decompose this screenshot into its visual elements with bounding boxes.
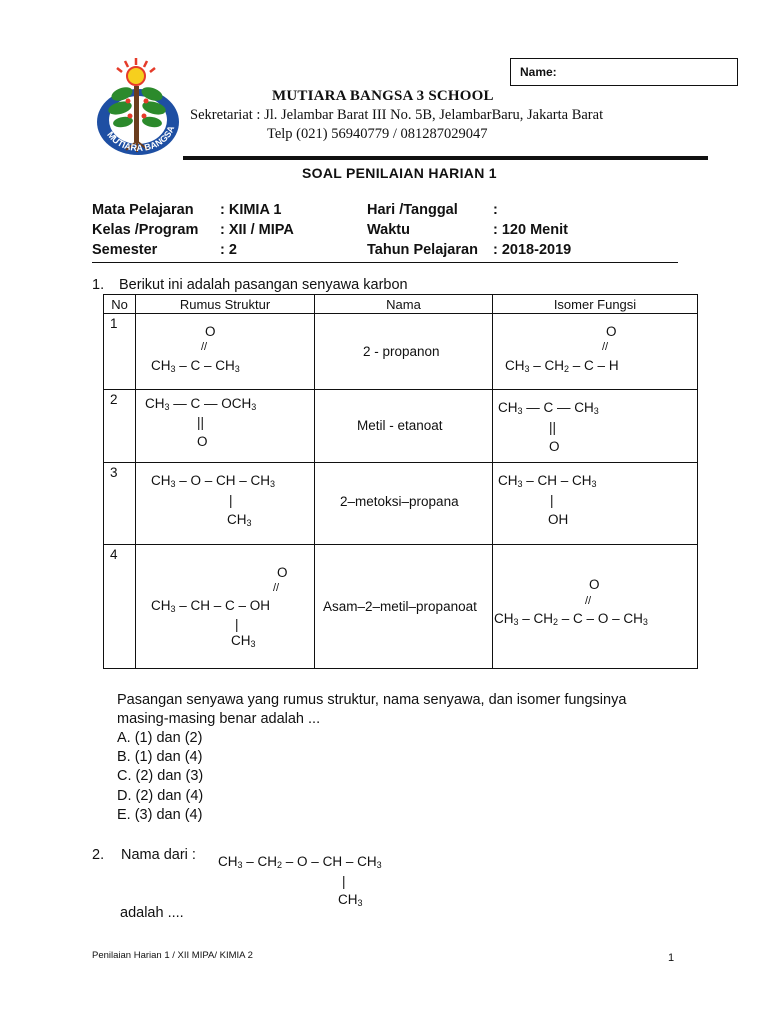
structure-cell: $CH_3$ — C — $OCH_3$ || O — [136, 390, 315, 463]
table-row — [104, 314, 698, 390]
q2-tail: adalah .... — [120, 905, 184, 921]
table-header-row — [104, 295, 698, 314]
q1-text: Berikut ini adalah pasangan senyawa karbon — [119, 277, 408, 293]
compound-name: 2 - propanon — [363, 344, 440, 359]
meta-semester-value: : 2 — [220, 242, 237, 258]
meta-class-value: : XII / MIPA — [220, 222, 294, 238]
name-cell — [315, 545, 493, 669]
q1-prompt-line1: Pasangan senyawa yang rumus struktur, nama senyawa, dan isomer fungsinya — [117, 692, 627, 708]
q1-option-d[interactable]: D. (2) dan (4) — [117, 788, 204, 804]
meta-time-label: Waktu — [367, 222, 410, 238]
logo-text: MUTIARA BANGSA — [105, 124, 177, 154]
isomer-cell: $CH_3$ — C — $CH_3$ || O — [493, 390, 698, 463]
compound-name: Asam–2–metil–propanoat — [323, 599, 477, 614]
name-cell — [315, 390, 493, 463]
row-no — [104, 545, 136, 669]
structure-cell: O // $CH_3$ – CH – C – OH | $CH_3$ — [136, 545, 315, 669]
name-cell — [315, 314, 493, 390]
meta-subject-value: : KIMIA 1 — [220, 202, 282, 218]
col-header-no: No — [104, 295, 136, 314]
table-row — [104, 463, 698, 545]
q2-number: 2. — [92, 847, 105, 863]
school-logo — [92, 56, 184, 160]
table-row — [104, 545, 698, 669]
compound-name: Metil - etanoat — [357, 418, 443, 433]
row-no — [104, 314, 136, 390]
col-header-structure: Rumus Struktur — [136, 295, 315, 314]
q2-formula: $CH_3 - CH_2$ – O – CH – $CH_3$ — [218, 854, 382, 870]
q1-option-c[interactable]: C. (2) dan (3) — [117, 768, 204, 784]
q1-option-e[interactable]: E. (3) dan (4) — [117, 807, 203, 823]
meta-divider — [92, 262, 678, 263]
name-field-box[interactable] — [510, 58, 738, 86]
q2-formula-branch-bond: | — [342, 874, 346, 889]
meta-class-label: Kelas /Program — [92, 222, 199, 238]
q2-text: Nama dari : — [121, 847, 196, 863]
name-cell — [315, 463, 493, 545]
isomer-cell: O // $CH_3 - CH_2$ – C – O – $CH_3$ — [493, 545, 698, 669]
exam-title: SOAL PENILAIAN HARIAN 1 — [302, 165, 497, 181]
isomer-table — [103, 294, 698, 669]
q1-option-a[interactable]: A. (1) dan (2) — [117, 730, 203, 746]
q1-prompt-line2: masing-masing benar adalah ... — [117, 711, 321, 727]
col-header-name: Nama — [315, 295, 493, 314]
table-row — [104, 390, 698, 463]
row-no — [104, 463, 136, 545]
row-no-label: 4 — [110, 547, 118, 562]
compound-name: 2–metoksi–propana — [340, 494, 459, 509]
page-number: 1 — [668, 952, 675, 964]
q1-option-b[interactable]: B. (1) dan (4) — [117, 749, 203, 765]
meta-date-label: Hari /Tanggal — [367, 202, 458, 218]
school-address: Sekretariat : Jl. Jelambar Barat III No. 5B, JelambarBaru, Jakarta Barat — [190, 107, 604, 123]
isomer-cell: $CH_3$ – CH – $CH_3$ | OH — [493, 463, 698, 545]
q2-formula-branch: $CH_3$ — [338, 892, 363, 908]
structure-cell: $CH_3$ – O – CH – $CH_3$ | $CH_3$ — [136, 463, 315, 545]
school-phone: Telp (021) 56940779 / 081287029047 — [267, 126, 488, 142]
row-no — [104, 390, 136, 463]
row-no-label: 1 — [110, 316, 118, 331]
structure-cell: O // $CH_3$ – C – $CH_3$ — [136, 314, 315, 390]
school-name: MUTIARA BANGSA 3 SCHOOL — [272, 88, 494, 104]
meta-date-value: : — [493, 202, 498, 218]
meta-time-value: : 120 Menit — [493, 222, 568, 238]
meta-subject-label: Mata Pelajaran — [92, 202, 194, 218]
name-label: Name: — [520, 65, 557, 79]
meta-year-label: Tahun Pelajaran — [367, 242, 478, 258]
isomer-cell: O // $CH_3 - CH_2$ – C – H — [493, 314, 698, 390]
meta-semester-label: Semester — [92, 242, 158, 258]
col-header-isomer: Isomer Fungsi — [493, 295, 698, 314]
meta-year-value: : 2018-2019 — [493, 242, 572, 258]
footer-text: Penilaian Harian 1 / XII MIPA/ KIMIA 2 — [92, 950, 253, 961]
row-no-label: 3 — [110, 465, 118, 480]
row-no-label: 2 — [110, 392, 118, 407]
q1-number: 1. — [92, 277, 105, 293]
header-divider — [183, 156, 708, 160]
